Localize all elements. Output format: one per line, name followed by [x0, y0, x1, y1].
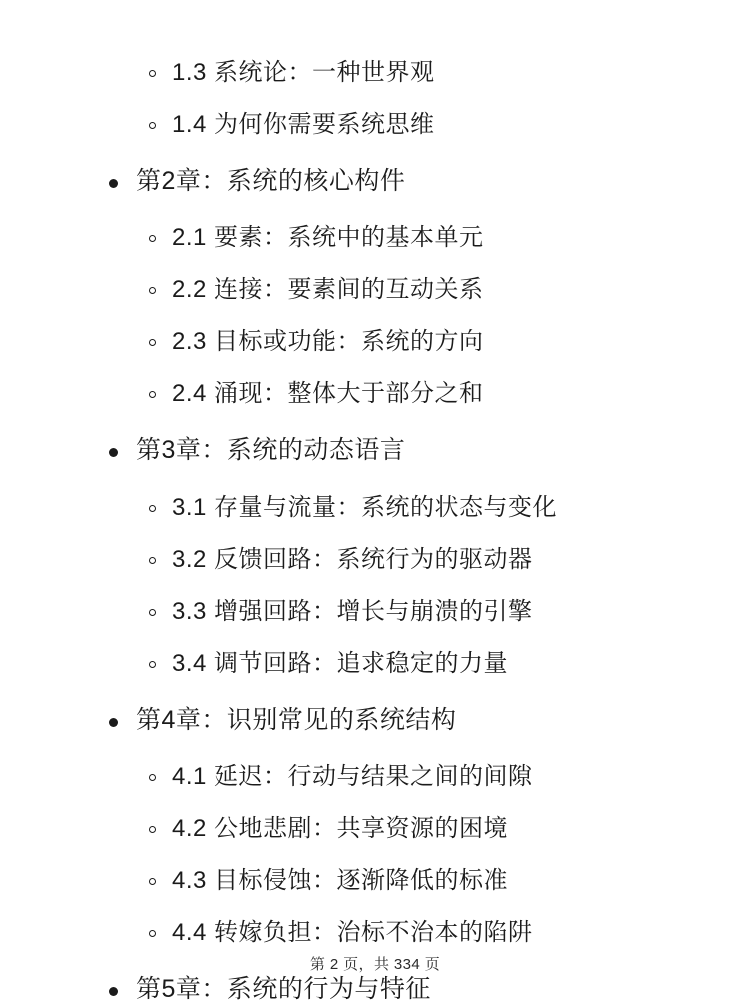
- toc-item-label: 3.3 增强回路：增长与崩溃的引擎: [172, 597, 533, 625]
- toc-chapter-item[interactable]: [54, 974, 696, 1005]
- toc-item-label: 1.3 系统论：一种世界观: [172, 59, 435, 86]
- toc-item-label: 4.2 公地悲剧：共享资源的困境: [172, 814, 509, 842]
- toc-chapter-item[interactable]: [54, 705, 696, 736]
- toc-section-item[interactable]: [54, 814, 696, 844]
- toc-section-item[interactable]: [54, 866, 696, 896]
- toc-section-item[interactable]: [54, 649, 696, 679]
- toc-item-label: 3.4 调节回路：追求稳定的力量: [172, 649, 509, 677]
- toc-item-label: 第5章：系统的行为与特征: [136, 974, 431, 1003]
- page-footer: 第 2 页，共 334 页: [309, 956, 441, 973]
- toc-section-item[interactable]: [54, 223, 696, 253]
- toc-item-label: 2.2 连接：要素间的互动关系: [172, 276, 484, 304]
- toc-item-label: 第2章：系统的核心构件: [136, 167, 406, 195]
- toc-section-item[interactable]: [54, 918, 696, 948]
- toc-section-item[interactable]: [54, 597, 696, 627]
- toc-item-label: 3.2 反馈回路：系统行为的驱动器: [172, 545, 533, 573]
- toc-section-item[interactable]: [54, 493, 696, 523]
- toc-chapter-item[interactable]: [54, 166, 696, 197]
- toc-item-label: 第4章：识别常见的系统结构: [136, 705, 457, 734]
- toc-item-label: 4.3 目标侵蚀：逐渐降低的标准: [172, 866, 509, 894]
- table-of-contents: [54, 58, 696, 1005]
- toc-section-item[interactable]: [54, 275, 696, 305]
- toc-section-item[interactable]: [54, 545, 696, 575]
- toc-item-label: 3.1 存量与流量：系统的状态与变化: [172, 493, 558, 521]
- toc-item-label: 2.4 涌现：整体大于部分之和: [172, 380, 484, 408]
- toc-item-label: 2.1 要素：系统中的基本单元: [172, 224, 484, 252]
- toc-item-label: 4.1 延迟：行动与结果之间的间隙: [172, 762, 533, 790]
- toc-section-item[interactable]: [54, 762, 696, 792]
- toc-section-item[interactable]: [54, 327, 696, 357]
- toc-section-item[interactable]: [54, 58, 696, 88]
- toc-chapter-item[interactable]: [54, 435, 696, 466]
- toc-section-item[interactable]: [54, 110, 696, 140]
- toc-item-label: 第3章：系统的动态语言: [136, 436, 406, 465]
- toc-item-label: 4.4 转嫁负担：治标不治本的陷阱: [172, 918, 533, 946]
- toc-item-label: 1.4 为何你需要系统思维: [172, 111, 435, 138]
- toc-section-item[interactable]: [54, 379, 696, 409]
- toc-item-label: 2.3 目标或功能：系统的方向: [172, 328, 484, 356]
